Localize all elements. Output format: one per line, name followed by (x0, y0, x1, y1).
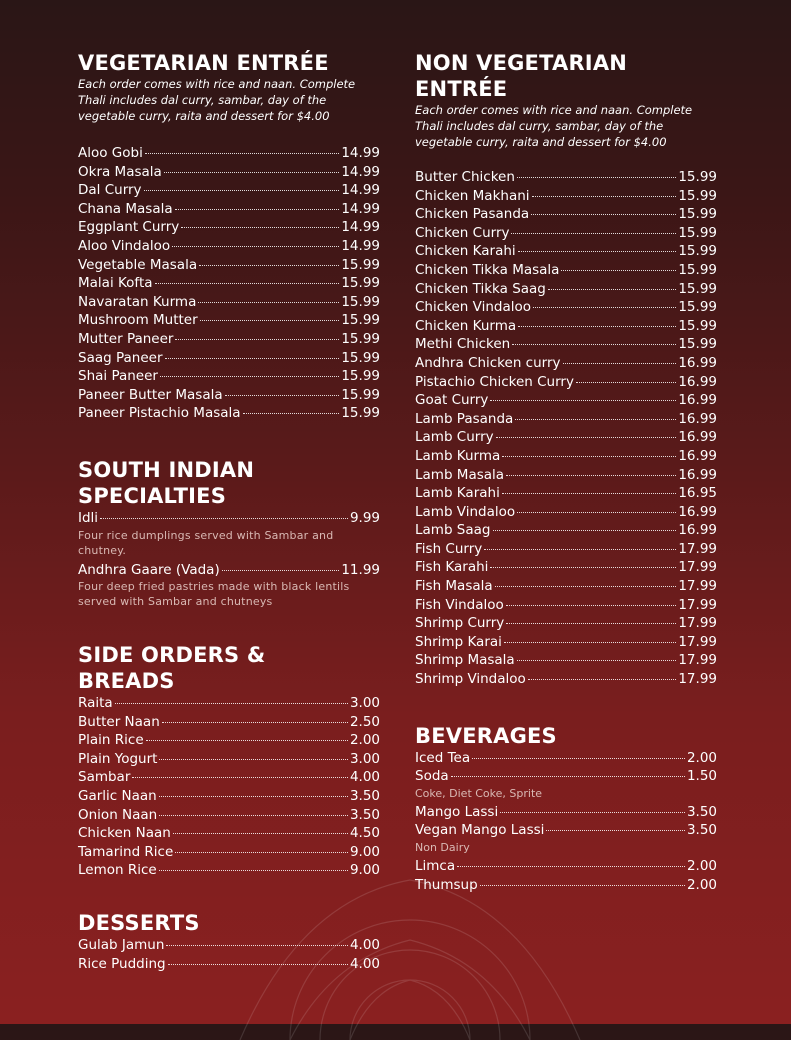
dot-leader (243, 413, 340, 414)
menu-item (415, 577, 717, 596)
item-price: 17.99 (678, 671, 717, 688)
item-name: Vegan Mango Lassi (415, 822, 545, 839)
item-name: Shrimp Curry (415, 615, 505, 632)
item-name: Methi Chicken (415, 336, 511, 353)
dot-leader (532, 196, 677, 197)
item-name: Lamb Masala (415, 466, 505, 483)
south-indian-title-line1: SOUTH INDIAN (78, 457, 255, 482)
item-name: Lamb Saag (415, 522, 491, 539)
item-name: Lamb Vindaloo (415, 503, 516, 520)
item-price: 3.50 (349, 806, 380, 823)
menu-item (415, 373, 717, 392)
south-indian-items (78, 509, 380, 609)
dot-leader (159, 796, 348, 797)
south-indian-section (78, 457, 380, 609)
menu-item (78, 768, 380, 787)
dot-leader (561, 270, 676, 271)
item-name: Raita (78, 695, 113, 712)
item-name: Mango Lassi (415, 803, 499, 820)
dot-leader (548, 289, 676, 290)
side-orders-items (78, 694, 380, 880)
dot-leader (480, 885, 685, 886)
item-name: Garlic Naan (78, 788, 157, 805)
dot-leader (533, 307, 676, 308)
item-price: 17.99 (678, 652, 717, 669)
dot-leader (173, 833, 348, 834)
item-price: 14.99 (341, 219, 380, 236)
menu-item (415, 466, 717, 485)
menu-item (78, 367, 380, 386)
dot-leader (175, 852, 348, 853)
item-name: Butter Naan (78, 713, 160, 730)
item-name: Chicken Pasanda (415, 206, 530, 223)
item-name: Lamb Karahi (415, 485, 500, 502)
item-price: 15.99 (678, 206, 717, 223)
menu-item (78, 144, 380, 163)
dot-leader (502, 493, 677, 494)
item-price: 15.99 (678, 280, 717, 297)
dot-leader (504, 642, 676, 643)
dot-leader (181, 227, 339, 228)
item-price: 3.00 (349, 750, 380, 767)
item-price: 16.99 (678, 429, 717, 446)
menu-item (78, 731, 380, 750)
item-name: Chicken Curry (415, 224, 510, 241)
menu-item (415, 876, 717, 895)
non-vegetarian-items (415, 168, 717, 689)
non-vegetarian-title-line1: NON VEGETARIAN (415, 51, 628, 75)
menu-item (415, 298, 717, 317)
menu-item (415, 521, 717, 540)
menu-item (78, 256, 380, 275)
dot-leader (168, 964, 348, 965)
item-name: Paneer Butter Masala (78, 386, 223, 403)
item-price: 2.00 (686, 858, 717, 874)
right-column (415, 50, 717, 894)
dot-leader (546, 830, 685, 831)
item-name: Chana Masala (78, 200, 173, 217)
menu-item (78, 181, 380, 200)
menu-item (415, 503, 717, 522)
menu-item (78, 163, 380, 182)
side-orders-title-line1: SIDE ORDERS & (78, 643, 266, 668)
item-name: Pistachio Chicken Curry (415, 373, 574, 390)
dot-leader (490, 567, 676, 568)
item-name: Aloo Gobi (78, 145, 143, 161)
item-name: Thumsup (415, 876, 478, 893)
dot-leader (457, 866, 685, 867)
menu-item (78, 694, 380, 713)
menu-item (78, 713, 380, 732)
dot-leader (528, 679, 677, 680)
item-name: Chicken Vindaloo (415, 299, 532, 316)
vegetarian-items (78, 144, 380, 423)
menu-item (415, 558, 717, 577)
menu-item (415, 224, 717, 243)
item-name: Aloo Vindaloo (78, 237, 171, 254)
item-price: 15.99 (678, 224, 717, 241)
left-column (78, 50, 380, 973)
item-name: Iced Tea (415, 749, 471, 766)
desserts-items (78, 936, 380, 973)
item-price: 4.00 (349, 937, 380, 954)
item-name: Shrimp Masala (415, 652, 515, 669)
item-price: 3.50 (686, 803, 717, 820)
item-description: Four deep fried pastries made with black lentils served with Sambar and chutneys (78, 580, 350, 609)
item-price: 2.50 (349, 713, 380, 730)
dot-leader (145, 153, 340, 154)
menu-item (78, 293, 380, 312)
item-name: Soda (415, 768, 449, 785)
menu-item (78, 404, 380, 423)
item-name: Lamb Curry (415, 429, 494, 446)
menu-item (415, 749, 717, 768)
dot-leader (495, 586, 677, 587)
dot-leader (506, 605, 677, 606)
item-price: 14.99 (341, 182, 380, 199)
beverages-items (415, 749, 717, 895)
item-description: Non Dairy (415, 841, 470, 854)
dot-leader (198, 302, 339, 303)
menu-item (415, 614, 717, 633)
menu-item (78, 787, 380, 806)
menu-item (415, 261, 717, 280)
menu-item (78, 955, 380, 974)
item-price: 16.99 (678, 466, 717, 483)
menu-item (415, 670, 717, 689)
menu-item (78, 861, 380, 880)
item-description: Coke, Diet Coke, Sprite (415, 786, 543, 800)
menu-item (78, 386, 380, 405)
dot-leader (175, 339, 339, 340)
item-price: 16.99 (678, 503, 717, 520)
item-name: Gulab Jamun (78, 937, 165, 954)
item-price: 4.50 (349, 825, 380, 842)
south-indian-title (78, 457, 380, 509)
menu-item (415, 428, 717, 447)
menu-item (78, 806, 380, 825)
dot-leader (506, 623, 676, 624)
item-price: 3.00 (349, 695, 380, 712)
dot-leader (159, 815, 348, 816)
menu-item (415, 391, 717, 410)
dot-leader (146, 740, 348, 741)
item-price: 15.99 (341, 349, 380, 366)
menu-item (415, 767, 717, 786)
dot-leader (451, 776, 685, 777)
menu-item (415, 633, 717, 652)
vegetarian-section (78, 50, 380, 423)
item-name: Plain Rice (78, 732, 144, 749)
item-price: 15.99 (341, 312, 380, 329)
dot-leader (160, 376, 339, 377)
item-name: Lamb Pasanda (415, 410, 514, 427)
dot-leader (517, 512, 676, 513)
item-price: 4.00 (349, 769, 380, 786)
item-name: Chicken Kurma (415, 317, 517, 334)
south-indian-title-line2: SPECIALTIES (78, 483, 227, 508)
item-name: Chicken Tikka Saag (415, 280, 546, 297)
item-price: 16.99 (678, 447, 717, 464)
item-name: Butter Chicken (415, 169, 515, 185)
item-price: 15.99 (341, 368, 380, 385)
item-name: Shrimp Vindaloo (415, 671, 526, 688)
menu-item (415, 596, 717, 615)
item-description: Four rice dumplings served with Sambar and chutney. (78, 528, 334, 557)
dot-leader (200, 320, 340, 321)
menu-item (415, 803, 717, 822)
item-price: 15.99 (341, 256, 380, 273)
item-price: 17.99 (678, 596, 717, 613)
item-price: 15.99 (341, 293, 380, 310)
item-name: Shai Paneer (78, 368, 158, 385)
menu-item (78, 237, 380, 256)
item-name: Lamb Kurma (415, 447, 501, 464)
item-price: 14.99 (341, 163, 380, 180)
item-name: Mushroom Mutter (78, 312, 198, 329)
dot-leader (511, 233, 676, 234)
item-price: 15.99 (341, 386, 380, 403)
item-name: Fish Curry (415, 540, 483, 557)
item-name: Limca (415, 858, 456, 874)
menu-item (78, 561, 380, 580)
item-name: Lemon Rice (78, 862, 157, 879)
item-name: Shrimp Karai (415, 633, 502, 650)
dot-leader (515, 419, 676, 420)
dot-leader (563, 363, 677, 364)
menu-item (415, 205, 717, 224)
menu-item (78, 750, 380, 769)
desserts-title: DESSERTS (78, 911, 200, 936)
item-price: 16.99 (678, 522, 717, 539)
menu-item (415, 857, 717, 876)
item-price: 2.00 (349, 732, 380, 749)
menu-item (415, 335, 717, 354)
menu-item (78, 936, 380, 955)
dot-leader (166, 945, 348, 946)
item-price: 16.95 (678, 485, 717, 502)
item-price: 1.50 (686, 768, 717, 785)
item-price: 16.99 (678, 410, 717, 427)
dot-leader (493, 530, 677, 531)
item-name: Chicken Karahi (415, 243, 516, 260)
non-vegetarian-section (415, 50, 717, 689)
item-name: Andhra Chicken curry (415, 354, 561, 371)
item-name: Malai Kofta (78, 275, 153, 292)
menu-item (415, 410, 717, 429)
menu-item (415, 168, 717, 187)
item-name: Tamarind Rice (78, 843, 174, 860)
item-name: Goat Curry (415, 392, 489, 409)
dot-leader (502, 456, 676, 457)
item-name: Chicken Naan (78, 825, 171, 842)
menu-item (415, 354, 717, 373)
side-orders-title-line2: BREADS (78, 669, 175, 694)
item-name: Paneer Pistachio Masala (78, 405, 241, 422)
item-name: Rice Pudding (78, 955, 166, 972)
dot-leader (162, 722, 348, 723)
item-name: Vegetable Masala (78, 256, 198, 273)
item-price: 3.50 (686, 822, 717, 839)
menu-item (415, 821, 717, 840)
menu-item (415, 242, 717, 261)
dot-leader (159, 870, 348, 871)
menu-item (415, 280, 717, 299)
item-price: 15.99 (678, 169, 717, 185)
dot-leader (100, 518, 348, 519)
item-name: Fish Vindaloo (415, 596, 504, 613)
dot-leader (144, 190, 340, 191)
item-price: 15.99 (678, 299, 717, 316)
menu-item (415, 317, 717, 336)
item-name: Chicken Makhani (415, 187, 530, 204)
item-price: 17.99 (678, 559, 717, 576)
dot-leader (531, 214, 676, 215)
item-name: Saag Paneer (78, 349, 163, 366)
item-price: 14.99 (341, 237, 380, 254)
item-price: 3.50 (349, 788, 380, 805)
item-name: Mutter Paneer (78, 330, 174, 347)
vegetarian-note: Each order comes with rice and naan. Complete Thali includes dal curry, sambar, day of the vegetable curry, raita and dessert for $4.00 (78, 77, 356, 123)
item-name: Idli (78, 509, 99, 526)
item-name: Plain Yogurt (78, 750, 158, 767)
item-price: 2.00 (686, 876, 717, 893)
menu-item (78, 218, 380, 237)
non-vegetarian-title (415, 50, 717, 102)
item-price: 15.99 (678, 187, 717, 204)
dot-leader (517, 660, 677, 661)
item-price: 16.99 (678, 392, 717, 409)
menu-item (78, 330, 380, 349)
item-price: 16.99 (678, 373, 717, 390)
dot-leader (225, 395, 340, 396)
menu-item (415, 187, 717, 206)
item-name: Fish Masala (415, 578, 493, 595)
menu-item (78, 274, 380, 293)
beverages-title: BEVERAGES (415, 723, 557, 748)
item-price: 9.00 (349, 843, 380, 860)
menu-item (415, 540, 717, 559)
non-vegetarian-title-line2: ENTRÉE (415, 77, 508, 101)
dot-leader (576, 382, 676, 383)
dot-leader (165, 358, 340, 359)
menu-item (78, 349, 380, 368)
menu-item (78, 843, 380, 862)
item-name: Onion Naan (78, 806, 158, 823)
menu-item (78, 200, 380, 219)
desserts-section (78, 910, 380, 973)
menu-item (415, 651, 717, 670)
dot-leader (172, 246, 339, 247)
beverages-section (415, 723, 717, 895)
item-name: Eggplant Curry (78, 219, 180, 236)
item-name: Sambar (78, 769, 131, 786)
item-price: 15.99 (678, 317, 717, 334)
item-name: Dal Curry (78, 182, 142, 199)
dot-leader (222, 570, 340, 571)
dot-leader (472, 758, 685, 759)
item-price: 16.99 (678, 354, 717, 371)
item-name: Okra Masala (78, 163, 162, 180)
dot-leader (155, 283, 340, 284)
item-price: 9.00 (349, 862, 380, 879)
menu-item (415, 447, 717, 466)
item-price: 15.99 (678, 261, 717, 278)
item-price: 2.00 (686, 749, 717, 766)
item-price: 9.99 (349, 509, 380, 526)
item-price: 15.99 (341, 330, 380, 347)
menu-item (415, 484, 717, 503)
item-price: 4.00 (349, 955, 380, 972)
dot-leader (512, 344, 676, 345)
dot-leader (175, 209, 340, 210)
dot-leader (500, 812, 685, 813)
dot-leader (115, 703, 348, 704)
dot-leader (132, 777, 348, 778)
item-price: 15.99 (678, 243, 717, 260)
dot-leader (484, 549, 676, 550)
item-price: 17.99 (678, 540, 717, 557)
menu-item (78, 509, 380, 528)
menu-item (78, 311, 380, 330)
dot-leader (199, 265, 339, 266)
item-price: 11.99 (341, 561, 380, 578)
dot-leader (159, 759, 347, 760)
dot-leader (164, 172, 340, 173)
dot-leader (518, 326, 676, 327)
item-price: 15.99 (678, 336, 717, 353)
side-orders-title (78, 642, 380, 694)
non-vegetarian-note: Each order comes with rice and naan. Complete Thali includes dal curry, sambar, day of the vegetable curry, raita and dessert for $4.00 (415, 103, 693, 149)
dot-leader (496, 437, 677, 438)
item-name: Andhra Gaare (Vada) (78, 561, 220, 578)
item-price: 15.99 (341, 405, 380, 422)
dot-leader (506, 475, 676, 476)
item-price: 17.99 (678, 615, 717, 632)
item-price: 14.99 (341, 145, 380, 161)
dot-leader (490, 400, 676, 401)
item-name: Chicken Tikka Masala (415, 261, 560, 278)
vegetarian-title: VEGETARIAN ENTRÉE (78, 51, 329, 75)
item-name: Navaratan Kurma (78, 293, 197, 310)
item-price: 17.99 (678, 633, 717, 650)
menu-item (78, 824, 380, 843)
dot-leader (518, 251, 677, 252)
side-orders-section (78, 642, 380, 880)
item-price: 15.99 (341, 275, 380, 292)
item-price: 14.99 (341, 200, 380, 217)
item-name: Fish Karahi (415, 559, 489, 576)
item-price: 17.99 (678, 578, 717, 595)
dot-leader (517, 177, 676, 178)
